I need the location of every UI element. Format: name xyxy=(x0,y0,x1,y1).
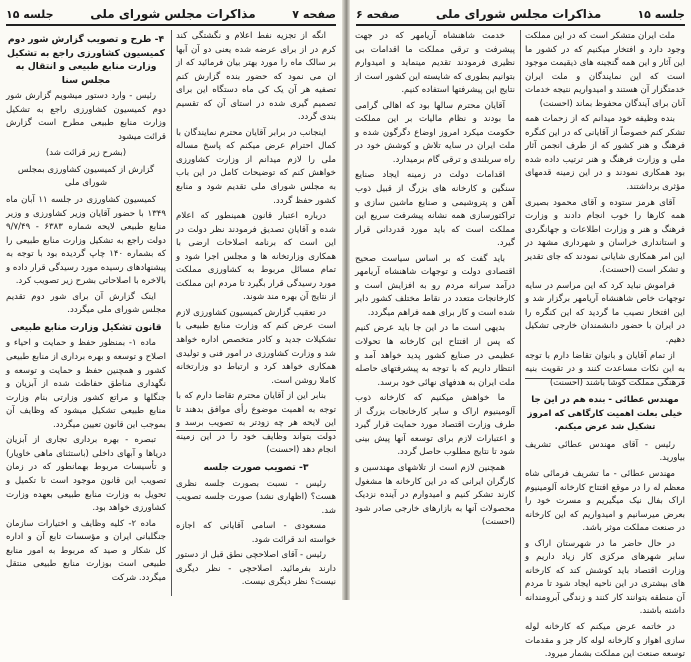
section-rule xyxy=(525,378,685,379)
binding-gutter xyxy=(342,0,350,600)
paragraph: در حال حاضر ما در شهرستان اراک و سایر شهرهای مرکزی کار زیاد داریم و وزارت اقتصاد باید کوشش کند که کارخانه های بیشتری در این ناحیه ایجاد شود تا مردم آن منطقه بتوانند کار کنند و زندگی آبرومندانه داشته باشند. xyxy=(525,538,685,617)
paragraph: فراموش نباید کرد که این مراسم در سایه توجهات خاص شاهنشاه آریامهر برگزار شد و این افتخار نصیب ما گردید که این کنگره را در ایران با حضور دانشمندان خارجی تشکیل دهیم. xyxy=(525,280,685,346)
left-page-header xyxy=(6,4,336,26)
paragraph: باید گفت که بر اساس سیاست صحیح اقتصادی دولت و توجهات شاهنشاه آریامهر درآمد سرانه مردم رو به افزایش است و کارخانجات متعدد در نقاط مختلف کشور دایر شده است و کار برای همه فراهم میگردد. xyxy=(355,253,515,318)
reading-note: (بشرح زیر قرائت شد) xyxy=(45,148,127,159)
paragraph: انگه از تجزیه نفط اعلام و نگشتگی کند کرم در از برای عرضه شده یعنی دو آن آبها بر سالک ماه را مورد بهتر بیان فرمائید که از ان می نمود که حضور بنده گزارش کنم تصفیه هر آن یک کی ماه دستگاه این برای تصمیم گیری شده در استای آن که تقسیم بندی گردد. xyxy=(176,31,336,123)
paragraph: رئیس - وارد دستور میشویم گزارش شور دوم کمیسیون کشاورزی راجع به تشکیل وزارت منابع طبیعی مطرح است گزارش قرائت میشود xyxy=(6,91,166,142)
paragraph: اینجانب در برابر آقایان محترم نمایندگان با کمال احترام عرض میکنم که پاسخ مساله ملی را لازم میدانم از وزارت کشاورزی خواهش کنم که توضیحات کامل در این باب به مجلس شورای ملی تقدیم شود و منابع کشور حفظ گردد. xyxy=(176,127,336,206)
right-page-session: جلسه ۱۵ xyxy=(637,7,685,21)
section-heading: ۴- طرح و تصویب گزارش شور دوم کمیسیون کشاورزی راجع به تشکیل وزارت منابع طبیعی و انتقال به مجلس سنا xyxy=(6,34,166,86)
right-page-number: صفحه ۶ xyxy=(356,7,400,21)
right-page-title: مذاکرات مجلس شورای ملی xyxy=(435,7,602,21)
section-heading: ۳- تصویب صورت جلسه xyxy=(203,461,309,473)
paragraph: بدیهی است ما در این جا باید عرض کنیم که پس از افتتاح این کارخانه ها تحولات عظیمی در صنایع کشور پدید خواهد آمد و انتظار داریم که با توجه به پیشرفتهای حاصله ملت ایران به هدفهای نهائی خود برسد. xyxy=(355,323,515,388)
paragraph: خدمت شاهنشاه آریامهر که در جهت پیشرفت و ترقی مملکت ما اقدامات بی نظیری فرمودند تقدیم مینماید و امیدوارم بتوانیم بطوری که شایسته این کشور است از نتایج این پیشرفتها استفاده کنیم. xyxy=(355,31,515,96)
speaker-line: مهندس عطائی - بنده هم در این جا خیلی بعلت اهمیت کارگاهی که امروز تشکیل شد عرض میکنم. xyxy=(527,395,683,433)
law-title: قانون تشکیل وزارت منابع طبیعی xyxy=(10,321,162,333)
paragraph: بنابر این از آقایان محترم تقاضا دارم که با توجه به اهمیت موضوع رأی موافق بدهند تا این لایحه هر چه زودتر به تصویب برسد و دولت بتواند وظایف خود را در این زمینه انجام دهد (احسنت) xyxy=(176,391,336,456)
paragraph: رئیس - آقای مهندس عطائی تشریف بیاورید. xyxy=(525,439,685,464)
paragraph: کمیسیون کشاورزی در جلسه ۱۱ آبان ماه ۱۳۴۹ با حضور آقایان وزیر کشاورزی و وزیر منابع طبیعی لایحه شماره ۶۳۸۳ - ۹/۷/۴۹ دولت راجع به تشکیل وزارت منابع طبیعی را که بشماره ۱۴۰ چاپ گردیده بود با توجه به پیشنهادهای رسیده مورد رسیدگی قرار داده و بالاخره با اصلاحاتی بشرح زیر تصویب کرد. xyxy=(6,195,166,287)
paragraph: از تمام آقایان و بانوان تقاضا دارم با توجه به این نکات مساعدت کنند و در تقویت بنیه فرهنگی مملکت کوشا باشند (احسنت) xyxy=(525,350,685,388)
paragraph: رئیس - نسبت بصورت جلسه نظری هست؟ (اظهاری نشد) صورت جلسه تصویب شد. xyxy=(176,478,336,516)
article: ماده ۱- بمنظور حفظ و حمایت و احیاء و اصلاح و توسعه و بهره برداری از منابع طبیعی کشور و همچنین حفظ و حمایت و توسعه و نگهداری مناطق حفاظت شده از آبزیان و جنگلها و مراتع کشور وزارتی بنام وزارت منابع طبیعی تشکیل میشود که وظایف آن بموجب این قانون تعیین میگردد. xyxy=(6,338,166,430)
paragraph: در خاتمه عرض میکنم که کارخانه لوله سازی اهواز و کارخانه لوله کار جز و مقدمات توسعه صنعت این مملکت بشمار میرود. xyxy=(525,621,685,660)
right-page-header xyxy=(356,4,685,26)
left-page-session: جلسه ۱۵ xyxy=(6,7,54,21)
left-page xyxy=(0,0,342,600)
paragraph: همچنین لازم است از تلاشهای مهندسین و کارگران ایرانی که در این کارخانه ها مشغول کارند تشکر کنیم و امیدوارم در آینده نزدیک محصولات آنها به بازارهای خارجی صادر شود (احسنت) xyxy=(355,462,515,528)
right-page xyxy=(350,0,691,660)
article-note: تبصره - بهره برداری تجاری از آبزیان دریاها و آبهای داخلی (باستثنای ماهی خاویار) و تأسیسات مربوط بهمانطور که در زمان تصویب این قانون موجود است تا تکمیل و تحویل به وزارت منابع طبیعی بعهده وزارت کشاورزی خواهد بود. xyxy=(6,435,166,514)
paragraph: مسعودی - اسامی آقایانی که اجازه خواسته اند قرائت شود. xyxy=(176,521,336,545)
paragraph: بنده وظیفه خود میدانم که از زحمات همه تشکر کنم خصوصاً از آقایانی که در این کنگره فرهنگ و هنر کشور که از طرف انجمن آثار ملی و وزارت فرهنگ و هنر ترتیب داده شده بود همکاری نمودند و در این زمینه قدمهای مؤثری برداشتند. xyxy=(525,114,685,193)
left-page-left-column xyxy=(6,30,166,596)
section-rule xyxy=(176,430,336,431)
paragraph: در تعقیب گزارش کمیسیون کشاورزی لازم است عرض کنم که وزارت منابع طبیعی با تشکیلات جدید و کادر متخصص اداره خواهد شد و وزارت کشاورزی در امور فنی و تولیدی همکاری خواهد کرد و ارتباط دو وزارتخانه کاملا روشن است. xyxy=(175,307,336,386)
left-column-divider xyxy=(171,30,172,596)
left-page-number: صفحه ۷ xyxy=(292,7,336,21)
paragraph: اینک گزارش آن برای شور دوم تقدیم مجلس شورای ملی میگردد. xyxy=(6,291,166,316)
paragraph: رئیس - آقای اصلاحچی نطق قبل از دستور دارند بفرمائید. اصلاحچی - نظر دیگری نیست؟ نظر دیگری نیست. xyxy=(176,550,336,588)
right-column-divider xyxy=(520,30,521,596)
right-page-left-column xyxy=(355,30,515,596)
right-page-right-column xyxy=(525,30,685,660)
paragraph: آقای هرمز ستوده و آقای محمود بصیری همه کارها را خوب انجام دادند و وزارت فرهنگ و هنر و وزارت اطلاعات و جهانگردی و استانداری خراسان و شهرداری مشهد در این امر همکاری شایانی نمودند که جای تقدیر و تشکر است (احسنت). xyxy=(525,197,685,276)
left-page-title: مذاکرات مجلس شورای ملی xyxy=(90,7,256,21)
paragraph: ملت ایران متشکر است که در این مملکت وجود دارد و افتخار میکنیم که در کشور ما این آثار و این همه گنجینه های ذیقیمت موجود است که این نمایندگان و ملت ایران خدمتگزار آن هستند و امیدواریم نتیجه خدمات آنان برای آیندگان محفوظ بماند (احسنت) xyxy=(525,31,685,109)
paragraph: آقایان محترم سالها بود که اهالی گرامی ما بودند و نظام مالیات بر این مملکت حکومت میکرد امروز اوضاع دگرگون شده و ملت ایران در سایه تلاش و کوشش خود در راه سربلندی و ترقی گام برمیدارد. xyxy=(355,100,515,165)
report-title: گزارش از کمیسیون کشاورزی بمجلس شورای ملی xyxy=(17,164,155,189)
paragraph: ما خواهش میکنیم که کارخانه ذوب آلومینیوم اراک و سایر کارخانجات بزرگ از طرف وزارت اقتصاد مورد حمایت قرار گیرد و اعتبارات لازم برای توسعه آنها پیش بینی شود تا نتایج مطلوب حاصل گردد. xyxy=(355,393,515,458)
article: ماده ۲- کلیه وظایف و اختیارات سازمان جنگلبانی ایران و مؤسسات تابع آن و اداره کل شکار و صید که مربوط به امور منابع طبیعی است بوزارت منابع طبیعی منتقل میگردد. شرکت xyxy=(6,518,166,583)
paragraph: مهندس عطائی - ما تشریف فرمائی شاه معظم له را در موقع افتتاح کارخانه آلومینیوم اراک بفال نیک میگیریم و مسرت خود را بعرض میرسانیم و امیدواریم که این کارخانه در صنعت مملکت موثر باشد. xyxy=(525,468,685,534)
paragraph: اقدامات دولت در زمینه ایجاد صنایع سنگین و کارخانه های بزرگ از قبیل ذوب آهن و پتروشیمی و صنایع ماشین سازی و تراکتورسازی همه نشانه پیشرفت سریع این مملکت است که باید مورد قدردانی قرار گیرد. xyxy=(355,170,515,249)
paragraph: درباره اعتبار قانون همینطور که اعلام شده و آقایان تصدیق فرمودند نظر دولت در این است که برنامه اصلاحات ارضی با همکاری وزارتخانه ها و مجلس اجرا شود و تمام مسائل مربوط به کشاورزی مملکت مورد رسیدگی قرار بگیرد تا مردم این مملکت از نتایج آن بهره مند شوند. xyxy=(176,211,336,303)
left-page-right-column xyxy=(176,30,336,596)
